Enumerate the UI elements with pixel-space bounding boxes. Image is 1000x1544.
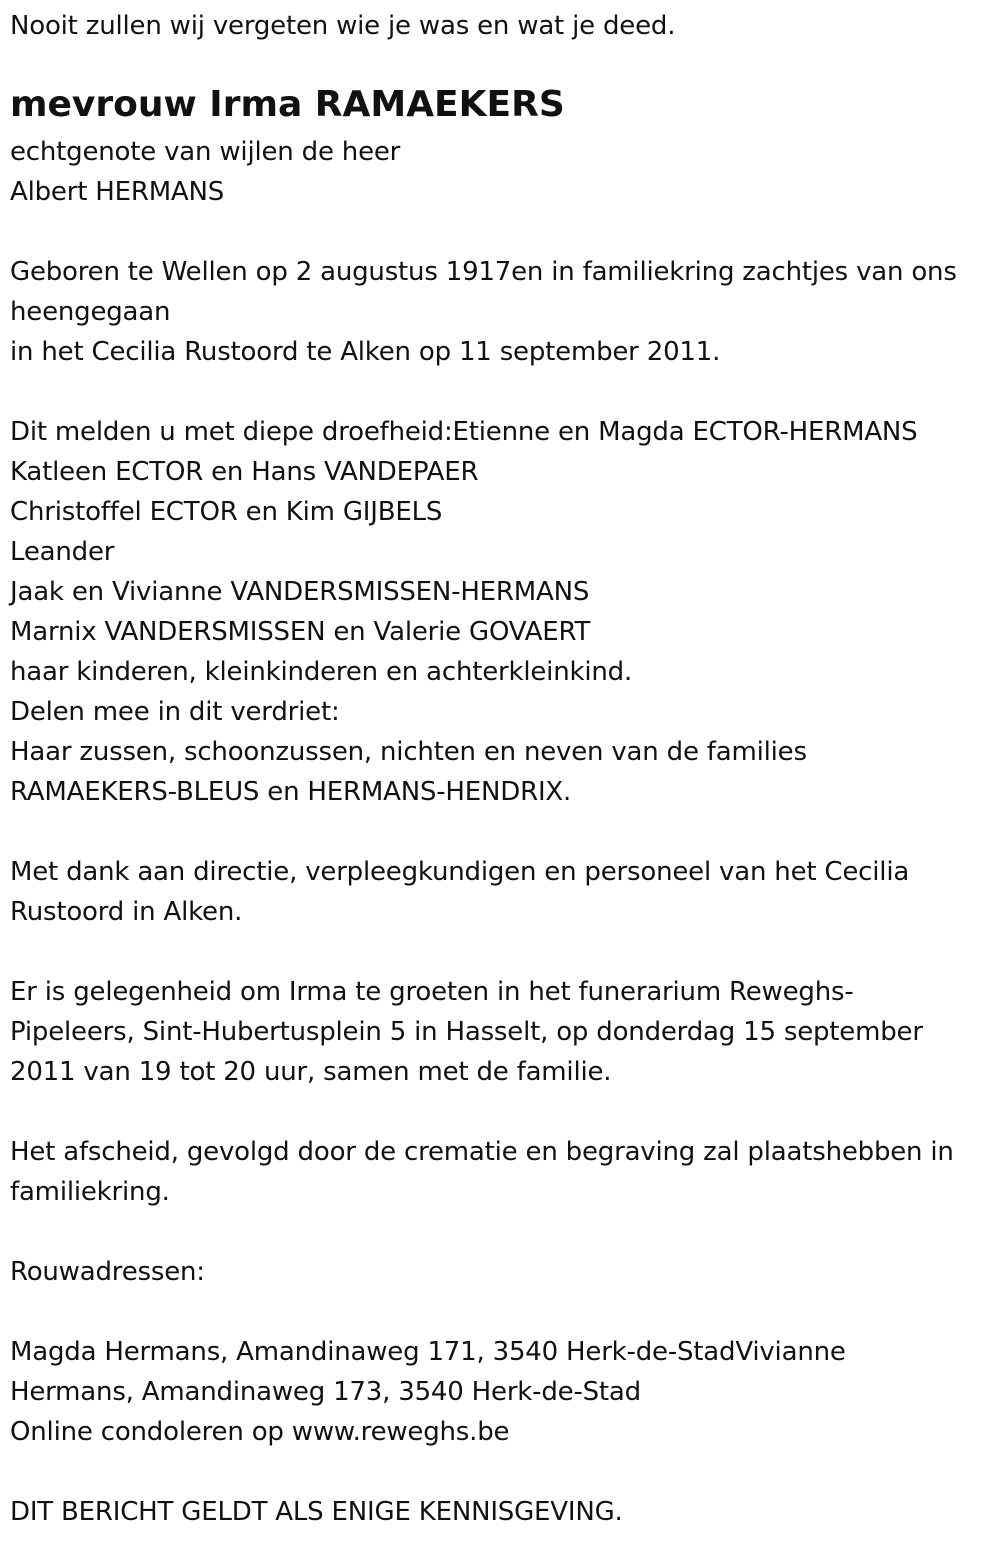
thanks-line: Rustoord in Alken.: [10, 897, 243, 927]
obituary-notice: [10, 6, 995, 1532]
family-line: Christoffel ECTOR en Kim GIJBELS: [10, 497, 443, 527]
birth-death-line: heengegaan: [10, 297, 171, 327]
spacer: [10, 1452, 995, 1492]
spacer: [10, 932, 995, 972]
spouse-line: Albert HERMANS: [10, 177, 225, 207]
spacer: [10, 1292, 995, 1332]
family-line: haar kinderen, kleinkinderen en achterkleinkind.: [10, 657, 633, 687]
spacer: [10, 1092, 995, 1132]
address-line: Hermans, Amandinaweg 173, 3540 Herk-de-Stad: [10, 1377, 641, 1407]
family-line: Marnix VANDERSMISSEN en Valerie GOVAERT: [10, 617, 591, 647]
spacer: [10, 372, 995, 412]
spouse-line: echtgenote van wijlen de heer: [10, 137, 401, 167]
birth-death-line: Geboren te Wellen op 2 augustus 1917en in familiekring zachtjes van ons: [10, 257, 957, 287]
farewell-line: Het afscheid, gevolgd door de crematie en begraving zal plaatshebben in: [10, 1137, 954, 1167]
family-line: Haar zussen, schoonzussen, nichten en neven van de families: [10, 737, 807, 767]
farewell-line: familiekring.: [10, 1177, 170, 1207]
intro-quote: Nooit zullen wij vergeten wie je was en wat je deed.: [10, 11, 676, 41]
family-line: Dit melden u met diepe droefheid:Etienne en Magda ECTOR-HERMANS: [10, 417, 918, 447]
visitation-line: 2011 van 19 tot 20 uur, samen met de familie.: [10, 1057, 612, 1087]
spacer: [10, 1212, 995, 1252]
spacer: [10, 812, 995, 852]
visitation-line: Er is gelegenheid om Irma te groeten in het funerarium Reweghs-: [10, 977, 854, 1007]
spacer: [10, 46, 995, 76]
address-line: Online condoleren op www.reweghs.be: [10, 1417, 510, 1447]
family-line: Leander: [10, 537, 115, 567]
notice-line: DIT BERICHT GELDT ALS ENIGE KENNISGEVING.: [10, 1497, 623, 1527]
family-line: Delen mee in dit verdriet:: [10, 697, 340, 727]
spacer: [10, 212, 995, 252]
deceased-name: mevrouw Irma RAMAEKERS: [10, 84, 565, 125]
thanks-line: Met dank aan directie, verpleegkundigen en personeel van het Cecilia: [10, 857, 910, 887]
addresses-label: Rouwadressen:: [10, 1257, 205, 1287]
visitation-line: Pipeleers, Sint-Hubertusplein 5 in Hasselt, op donderdag 15 september: [10, 1017, 923, 1047]
family-line: RAMAEKERS-BLEUS en HERMANS-HENDRIX.: [10, 777, 572, 807]
family-line: Jaak en Vivianne VANDERSMISSEN-HERMANS: [10, 577, 590, 607]
birth-death-line: in het Cecilia Rustoord te Alken op 11 september 2011.: [10, 337, 721, 367]
family-line: Katleen ECTOR en Hans VANDEPAER: [10, 457, 479, 487]
address-line: Magda Hermans, Amandinaweg 171, 3540 Herk-de-StadVivianne: [10, 1337, 846, 1367]
